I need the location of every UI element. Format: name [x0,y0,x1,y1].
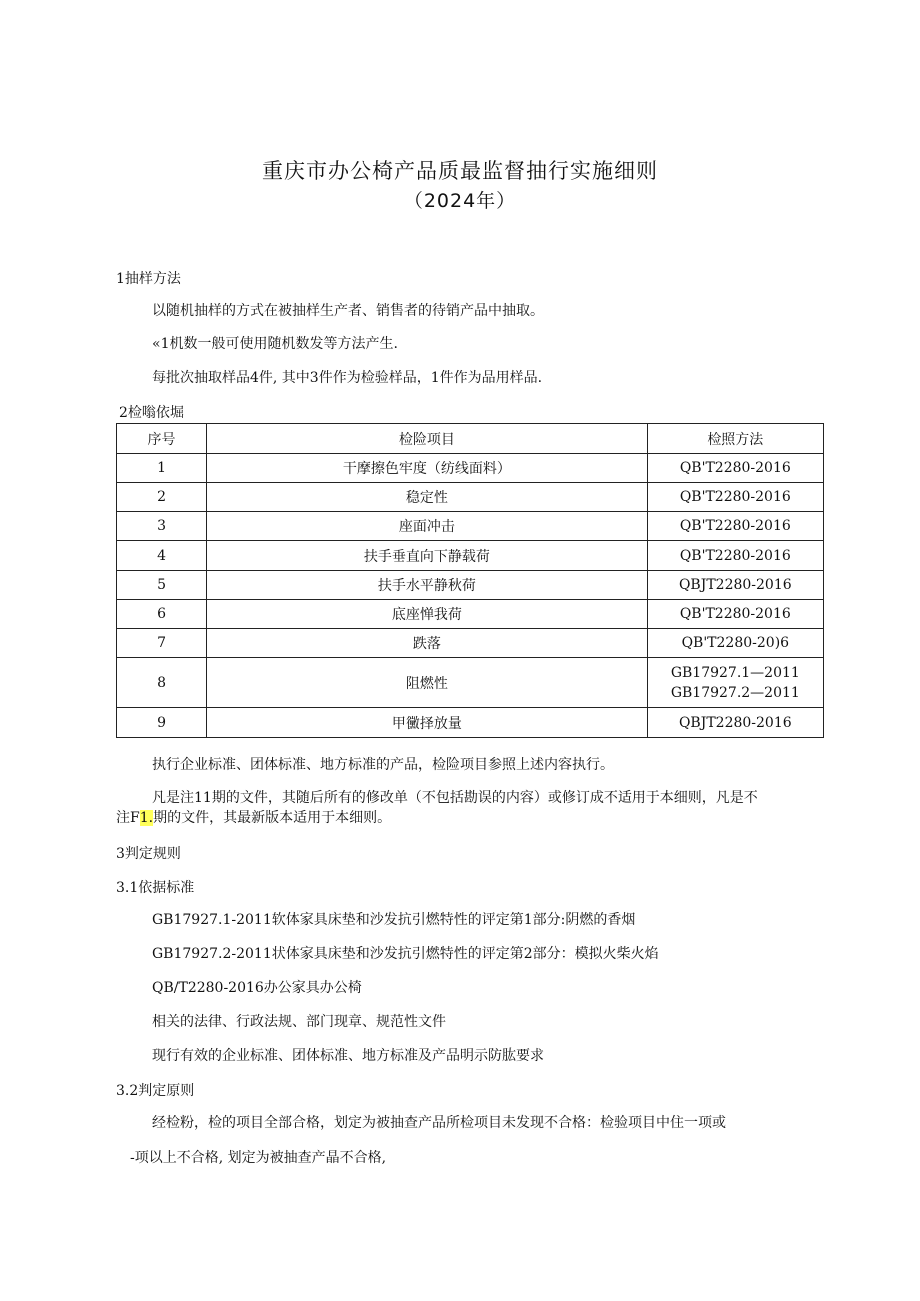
section-3-1-heading: 3.1依据标准 [116,880,195,896]
row-method: QBJT2280-2016 [647,571,823,600]
row-item: 底座惮我荷 [207,600,648,629]
row-item: 扶手水平静秋荷 [207,571,648,600]
table-row [117,629,824,658]
row-item: 稳定性 [207,483,648,512]
row-serial: 2 [117,483,207,512]
row-item: 阻燃性 [207,658,648,708]
standard-item: GB17927.2-2011状体家具床垫和沙发抗引燃特性的评定第2部分：模拟火柴火焰 [152,946,659,962]
standard-item: 现行有效的企业标准、团体标准、地方标准及产品明示防肱要求 [152,1048,544,1064]
document-title: 重庆市办公椅产品质最监督抽行实施细则 [262,159,658,183]
judgement-line-2: -项以上不合格, 划定为被抽查产晶不合格, [130,1150,387,1166]
row-method: QB'T2280-2016 [647,600,823,629]
standard-item: QB/T2280-2016办公家具办公椅 [152,980,362,996]
section-1-heading: 1抽样方法 [116,271,181,287]
table-row [117,483,824,512]
table-row [117,512,824,541]
row-serial: 3 [117,512,207,541]
row-serial: 6 [117,600,207,629]
row-method: QB'T2280-20)6 [647,629,823,658]
table-row [117,454,824,483]
document-subtitle: （2024年） [403,190,517,212]
row-serial: 4 [117,541,207,571]
standard-item: GB17927.1-2011软体家具床垫和沙发抗引燃特性的评定第1部分:阴燃的香烟 [152,912,636,928]
section-2-note-2-line-1: 凡是注11期的文件，其随后所有的修改单（不包括勘误的内容）或修订成不适用于本细则，凡是不 [152,790,758,806]
judgement-line-1: 经检粉，检的项目全部合格，划定为被抽查产品所检项目未发现不合格：检验项目中住一项或 [152,1115,726,1131]
row-method-line-1: GB17927.1—2011 [670,664,800,681]
table-row [117,658,824,708]
row-item: 跌落 [207,629,648,658]
row-serial: 1 [117,454,207,483]
row-serial: 8 [117,658,207,708]
table-row [117,708,824,738]
note-2-text-b: 期的文件，其最新版本适用于本细则。 [153,810,392,826]
section-1-paragraph-3: 每批次抽取样品4件, 其中3件作为检验样品，1件作为品用样品. [152,370,543,386]
row-serial: 9 [117,708,207,738]
header-serial: 序号 [117,424,207,454]
table-row [117,541,824,571]
row-method: QB'T2280-2016 [647,483,823,512]
row-method: QBJT2280-2016 [647,708,823,738]
row-item: 扶手垂直向下静载荷 [207,541,648,571]
row-method-line-2: GB17927.2—2011 [670,684,800,701]
standard-item: 相关的法律、行政法规、部门现章、规范性文件 [152,1014,446,1030]
header-item: 检险项目 [207,424,648,454]
row-method: QB'T2280-2016 [647,512,823,541]
table-row [117,600,824,629]
row-item: 干摩擦色牢度（纺线面料） [207,454,648,483]
row-item: 座面冲击 [207,512,648,541]
section-2-note-1: 执行企业标准、团体标准、地方标准的产品，检险项目参照上述内容执行。 [152,757,614,773]
table-header-row [117,424,824,454]
highlighted-text: 1. [139,810,154,826]
section-2-note-2-line-2 [116,808,391,828]
section-3-heading: 3判定规则 [116,846,181,862]
row-method [647,658,823,708]
section-1-paragraph-2: «1机数一般可使用随机数发等方法产生. [152,336,398,352]
row-item: 甲黴择放量 [207,708,648,738]
row-serial: 7 [117,629,207,658]
row-method: QB'T2280-2016 [647,541,823,571]
inspection-table [116,423,824,738]
row-serial: 5 [117,571,207,600]
header-method: 检照方法 [647,424,823,454]
table-row [117,571,824,600]
section-1-paragraph-1: 以随机抽样的方式在被抽样生产者、销售者的待销产品中抽取。 [152,303,544,319]
note-2-text-a: 注F [116,810,140,826]
section-2-heading: 2检嗡依堀 [119,405,184,421]
row-method: QB'T2280-2016 [647,454,823,483]
section-3-2-heading: 3.2判定原则 [116,1083,195,1099]
